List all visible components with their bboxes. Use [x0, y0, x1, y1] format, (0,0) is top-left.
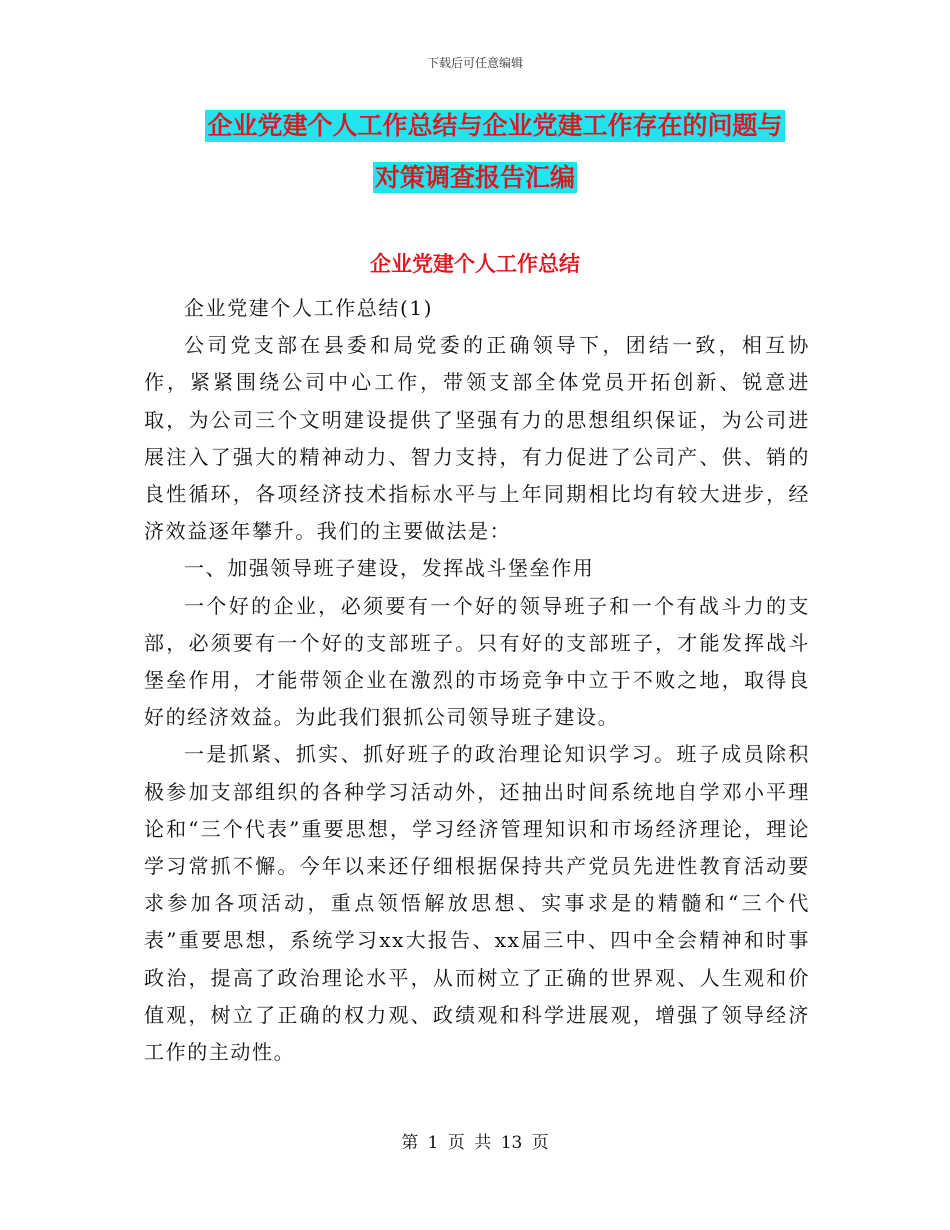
document-title — [0, 110, 950, 193]
subheading: 一、加强领导班子建设，发挥战斗堡垒作用 — [184, 556, 595, 581]
document-body — [144, 290, 810, 1071]
document-title-line-2: 对策调查报告汇编 — [374, 162, 575, 192]
section-title: 企业党建个人工作总结 — [370, 252, 580, 276]
paragraph: 一是抓紧、抓实、抓好班子的政治理论知识学习。班子成员除积极参加支部组织的各种学习活动外，还抽出时间系统地自学邓小平理论和“三个代表”重要思想，学习经济管理知识和市场经济理论，理论学习常抓不懈。今年以来还仔细根据保持共产党员先进性教育活动要求参加各项活动，重点领悟解放思想、实事求是的精髓和“三个代表”重要思想，系统学习xx大报告、xx届三中、四中全会精神和时事政治，提高了政治理论水平，从而树立了正确的世界观、人生观和价值观，树立了正确的权力观、政绩观和科学进展观，增强了领导经济工作的主动性。 — [144, 742, 810, 1065]
paragraph: 公司党支部在县委和局党委的正确领导下，团结一致，相互协作，紧紧围绕公司中心工作，带领支部全体党员开拓创新、锐意进取，为公司三个文明建设提供了坚强有力的思想组织保证，为公司进展注入了强大的精神动力、智力支持，有力促进了公司产、供、销的良性循环，各项经济技术指标水平与上年同期相比均有较大进步，经济效益逐年攀升。我们的主要做法是： — [144, 333, 810, 544]
paragraph: 一个好的企业，必须要有一个好的领导班子和一个有战斗力的支部，必须要有一个好的支部班子。只有好的支部班子，才能发挥战斗堡垒作用，才能带领企业在激烈的市场竞争中立于不败之地，取得良好的经济效益。为此我们狠抓公司领导班子建设。 — [144, 593, 810, 730]
document-title-line-1: 企业党建个人工作总结与企业党建工作存在的问题与 — [207, 111, 783, 140]
subheading: 企业党建个人工作总结(1) — [184, 296, 434, 320]
page-footer: 第 1 页 共 13 页 — [401, 1133, 549, 1153]
header-note: 下载后可任意编辑 — [426, 56, 523, 70]
